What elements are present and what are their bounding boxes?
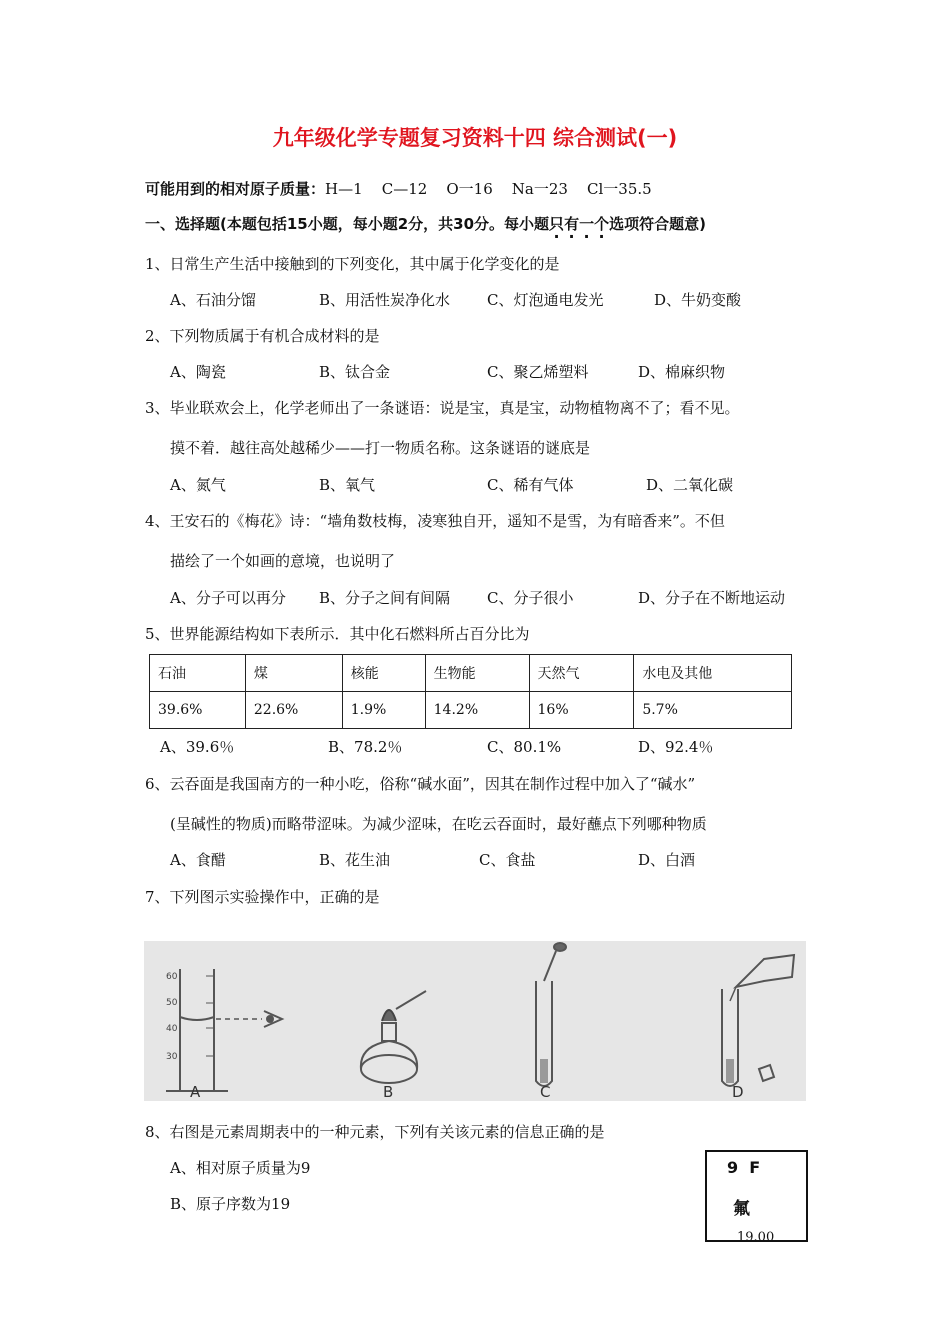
q4-option-c: C、分子很小 [487, 589, 574, 607]
q3-option-a: A、氮气 [170, 476, 226, 494]
section-heading-suffix: 选项符合题意) [609, 215, 706, 233]
emphasis-char: 只 [549, 215, 565, 233]
bottle-stopper [759, 1065, 774, 1081]
q4-option-b: B、分子之间有间隔 [319, 589, 451, 607]
table-cell: 5.7% [634, 692, 792, 729]
element-mass: 19.00 [737, 1230, 775, 1242]
table-header-row [150, 655, 792, 692]
meniscus [180, 1017, 214, 1020]
question-3-stem-cont: 摸不着．越往高处越稀少——打一物质名称。这条谜语的谜底是 [170, 439, 591, 457]
table-header-cell: 水电及其他 [634, 655, 792, 692]
element-name: 氟 [733, 1199, 750, 1219]
q8-option-b: B、原子序数为19 [170, 1195, 291, 1213]
q6-option-b: B、花生油 [319, 851, 391, 869]
section-heading-prefix: 一、选择题(本题包括15小题，每小题2分，共30分。每小题 [145, 215, 550, 233]
emphasis-char: 有 [564, 215, 580, 233]
q2-option-d: D、棉麻织物 [638, 363, 726, 381]
lighter-stick [396, 991, 426, 1009]
q2-option-b: B、钛合金 [319, 363, 391, 381]
table-header-cell: 核能 [342, 655, 425, 692]
table-header-cell: 石油 [150, 655, 246, 692]
table-header-cell: 天然气 [529, 655, 634, 692]
q4-option-d: D、分子在不断地运动 [638, 589, 786, 607]
q2-option-c: C、聚乙烯塑料 [487, 363, 589, 381]
q6-option-a: A、食醋 [170, 851, 226, 869]
table-cell: 39.6% [150, 692, 246, 729]
alcohol-lamp-body [361, 1055, 417, 1083]
q3-option-c: C、稀有气体 [487, 476, 574, 494]
tick-label: 30 [166, 1052, 178, 1062]
q8-option-a: A、相对原子质量为9 [170, 1159, 311, 1177]
emphasis-char: 一 [579, 215, 595, 233]
figure-label-b: B [383, 1083, 394, 1101]
q3-option-b: B、氧气 [319, 476, 376, 494]
q5-option-a: A、39.6％ [160, 738, 235, 756]
q5-option-c: C、80.1% [487, 738, 562, 756]
atomic-masses-line [145, 178, 652, 199]
q6-option-d: D、白酒 [638, 851, 696, 869]
emphasis-char: 个 [594, 215, 610, 233]
question-4-stem: 4、王安石的《梅花》诗：“墙角数枝梅，凌寒独自开，遥知不是雪，为有暗香来”。不但 [145, 512, 725, 530]
dropper-bulb [554, 943, 566, 951]
tick-label: 40 [166, 1024, 178, 1034]
q1-option-c: C、灯泡通电发光 [487, 291, 604, 309]
q1-option-a: A、石油分馏 [170, 291, 256, 309]
table-cell: 14.2% [425, 692, 529, 729]
figure-label-c: C [540, 1083, 551, 1101]
question-4-stem-cont: 描绘了一个如画的意境，也说明了 [170, 552, 396, 570]
atomic-masses-label: 可能用到的相对原子质量： [145, 180, 326, 198]
q5-option-d: D、92.4％ [638, 738, 714, 756]
table-row [150, 692, 792, 729]
lab-operations-illustration [144, 941, 806, 1101]
q2-option-a: A、陶瓷 [170, 363, 226, 381]
question-8-stem: 8、右图是元素周期表中的一种元素，下列有关该元素的信息正确的是 [145, 1123, 605, 1141]
q6-option-c: C、食盐 [479, 851, 536, 869]
dropper-tube [544, 951, 556, 981]
question-5-stem: 5、世界能源结构如下表所示．其中化石燃料所占百分比为 [145, 625, 530, 643]
table-header-cell: 生物能 [425, 655, 529, 692]
atomic-masses-values: H—1 C—12 O一16 Na一23 Cl一35.5 [325, 180, 652, 198]
question-6-stem-cont: (呈碱性的物质)而略带涩味。为减少涩味，在吃云吞面时，最好蘸点下列哪种物质 [170, 815, 707, 833]
lab-operations-figure [144, 941, 806, 1101]
q5-option-b: B、78.2％ [328, 738, 403, 756]
element-card [705, 1150, 808, 1242]
table-cell: 22.6% [245, 692, 342, 729]
question-3-stem: 3、毕业联欢会上，化学老师出了一条谜语：说是宝，真是宝，动物植物离不了；看不见。 [145, 399, 740, 417]
question-1-stem: 1、日常生产生活中接触到的下列变化，其中属于化学变化的是 [145, 255, 560, 273]
q3-option-d: D、二氧化碳 [646, 476, 734, 494]
question-7-stem: 7、下列图示实验操作中，正确的是 [145, 888, 380, 906]
q1-option-d: D、牛奶变酸 [654, 291, 742, 309]
table-cell: 16% [529, 692, 634, 729]
table-cell: 1.9% [342, 692, 425, 729]
element-number-symbol: 9 F [727, 1158, 761, 1177]
table-header-cell: 煤 [245, 655, 342, 692]
tick-label: 60 [166, 972, 178, 982]
q1-option-b: B、用活性炭净化水 [319, 291, 451, 309]
section-heading [145, 213, 706, 234]
tick-label: 50 [166, 998, 178, 1008]
question-6-stem: 6、云吞面是我国南方的一种小吃，俗称“碱水面”，因其在制作过程中加入了“碱水” [145, 775, 696, 793]
figure-label-d: D [732, 1083, 744, 1101]
q4-option-a: A、分子可以再分 [170, 589, 286, 607]
reagent-bottle [736, 955, 794, 987]
page-title: 九年级化学专题复习资料十四 综合测试(一) [272, 126, 678, 150]
figure-label-a: A [190, 1083, 201, 1101]
question-2-stem: 2、下列物质属于有机合成材料的是 [145, 327, 380, 345]
flame-icon [382, 1010, 396, 1021]
energy-structure-table [149, 654, 792, 729]
